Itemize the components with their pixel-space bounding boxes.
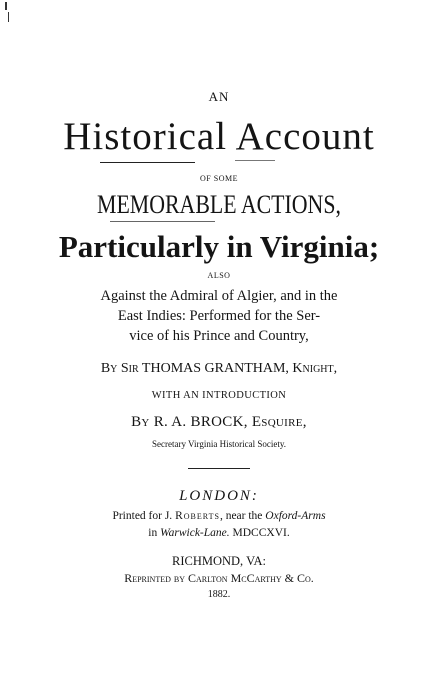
imprint-warwick-lane: Warwick-Lane. (160, 527, 230, 539)
imprint-year: MDCCXVI. (229, 527, 290, 539)
imprint-in: in (148, 527, 161, 539)
title-underline-flourish-left (100, 162, 195, 163)
editor-affiliation: Secretary Virginia Historical Society. (151, 439, 286, 449)
title-an: AN (208, 89, 230, 104)
editor-line: By R. A. BROCK, Esquire, (131, 414, 307, 430)
memorable-underline-flourish (110, 221, 215, 222)
reprint-city: RICHMOND, VA: (171, 554, 266, 568)
title-line-memorable-actions: MEMORABLE ACTIONS, (97, 190, 341, 219)
imprint-printer-name: Roberts (175, 510, 220, 522)
title-line-particularly-in-virginia: Particularly in Virginia; (58, 229, 380, 264)
imprint-city: LONDON: (179, 488, 259, 504)
imprint-line-1 (0, 511, 438, 523)
introduction-line: WITH AN INTRODUCTION (151, 390, 287, 401)
imprint-printed-for: Printed for J. (112, 510, 176, 522)
subtitle-line-3: vice of his Prince and Country, (129, 328, 309, 344)
title-underline-flourish-right (235, 160, 275, 161)
reprint-line: Reprinted by Carlton McCarthy & Co. (124, 571, 314, 585)
margin-mark (8, 12, 9, 22)
section-divider (188, 468, 250, 469)
title-line-historical-account: Historical Account (63, 115, 375, 158)
subtitle-line-1: Against the Admiral of Algier, and in the (100, 288, 338, 304)
imprint-near-the: , near the (219, 510, 266, 522)
title-of-some: OF SOME (200, 174, 238, 183)
imprint-line-2 (0, 528, 438, 540)
author-line: By Sir THOMAS GRANTHAM, Knight, (100, 361, 338, 376)
imprint-oxford-arms: Oxford-Arms (265, 510, 326, 522)
margin-mark (5, 2, 7, 10)
subtitle-line-2: East Indies: Performed for the Ser- (117, 308, 321, 324)
reprint-year: 1882. (207, 589, 231, 600)
title-also: ALSO (207, 271, 231, 280)
